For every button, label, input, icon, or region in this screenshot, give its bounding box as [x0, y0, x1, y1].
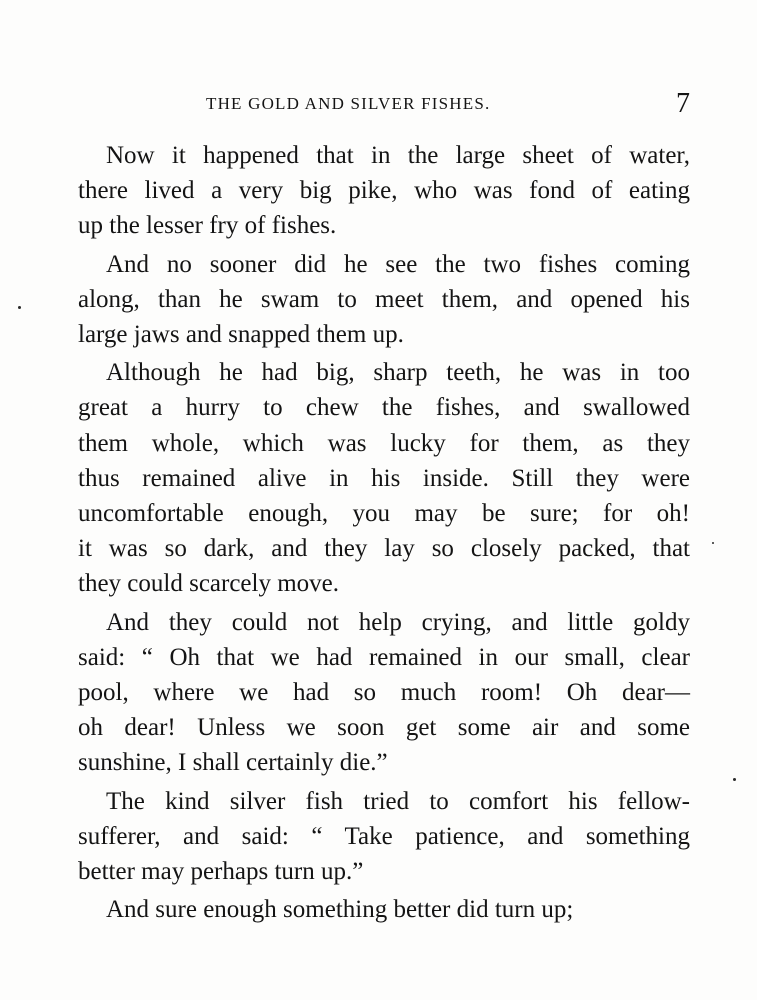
text-line: there lived a very big pike, who was fond of eating [78, 177, 690, 205]
body-text [78, 138, 690, 930]
text-line: along, than he swam to meet them, and opened his [78, 285, 690, 313]
paragraph [78, 247, 690, 353]
paragraph [78, 355, 690, 601]
text-line: it was so dark, and they lay so closely packed, that [78, 535, 690, 563]
text-line: And sure enough something better did turn up; [106, 896, 574, 924]
text-line: sufferer, and said: “ Take patience, and something [78, 822, 690, 850]
paragraph [78, 892, 690, 927]
paragraph [78, 138, 690, 244]
text-line: large jaws and snapped them up. [78, 321, 404, 349]
text-line: said: “ Oh that we had remained in our small, clear [78, 643, 690, 671]
paper-speck [712, 542, 714, 544]
text-line: up the lesser fry of fishes. [78, 212, 337, 240]
running-head [78, 90, 690, 118]
text-line: uncomfortable enough, you may be sure; for oh! [78, 500, 690, 528]
text-line: Now it happened that in the large sheet of water, [106, 142, 690, 169]
paragraph [78, 784, 690, 890]
text-line: pool, where we had so much room! Oh dear— [78, 679, 690, 707]
text-line: great a hurry to chew the fishes, and swallowed [78, 394, 690, 422]
text-line: thus remained alive in his inside. Still they were [78, 464, 690, 492]
text-line: them whole, which was lucky for them, as they [78, 429, 690, 457]
text-line: And they could not help crying, and little goldy [106, 608, 690, 636]
paragraph [78, 605, 690, 781]
text-line: Although he had big, sharp teeth, he was in too [106, 359, 690, 387]
running-title: THE GOLD AND SILVER FISHES. [206, 94, 491, 113]
page-number: 7 [676, 88, 690, 119]
text-line: better may perhaps turn up.” [78, 858, 364, 886]
text-line: they could scarcely move. [78, 570, 340, 598]
text-line: The kind silver fish tried to comfort his fellow- [106, 787, 690, 815]
text-line: oh dear! Unless we soon get some air and some [78, 714, 690, 742]
text-line: sunshine, I shall certainly die.” [78, 749, 388, 777]
paper-speck [18, 306, 21, 309]
text-line: And no sooner did he see the two fishes coming [106, 250, 690, 278]
paper-speck [733, 778, 736, 781]
